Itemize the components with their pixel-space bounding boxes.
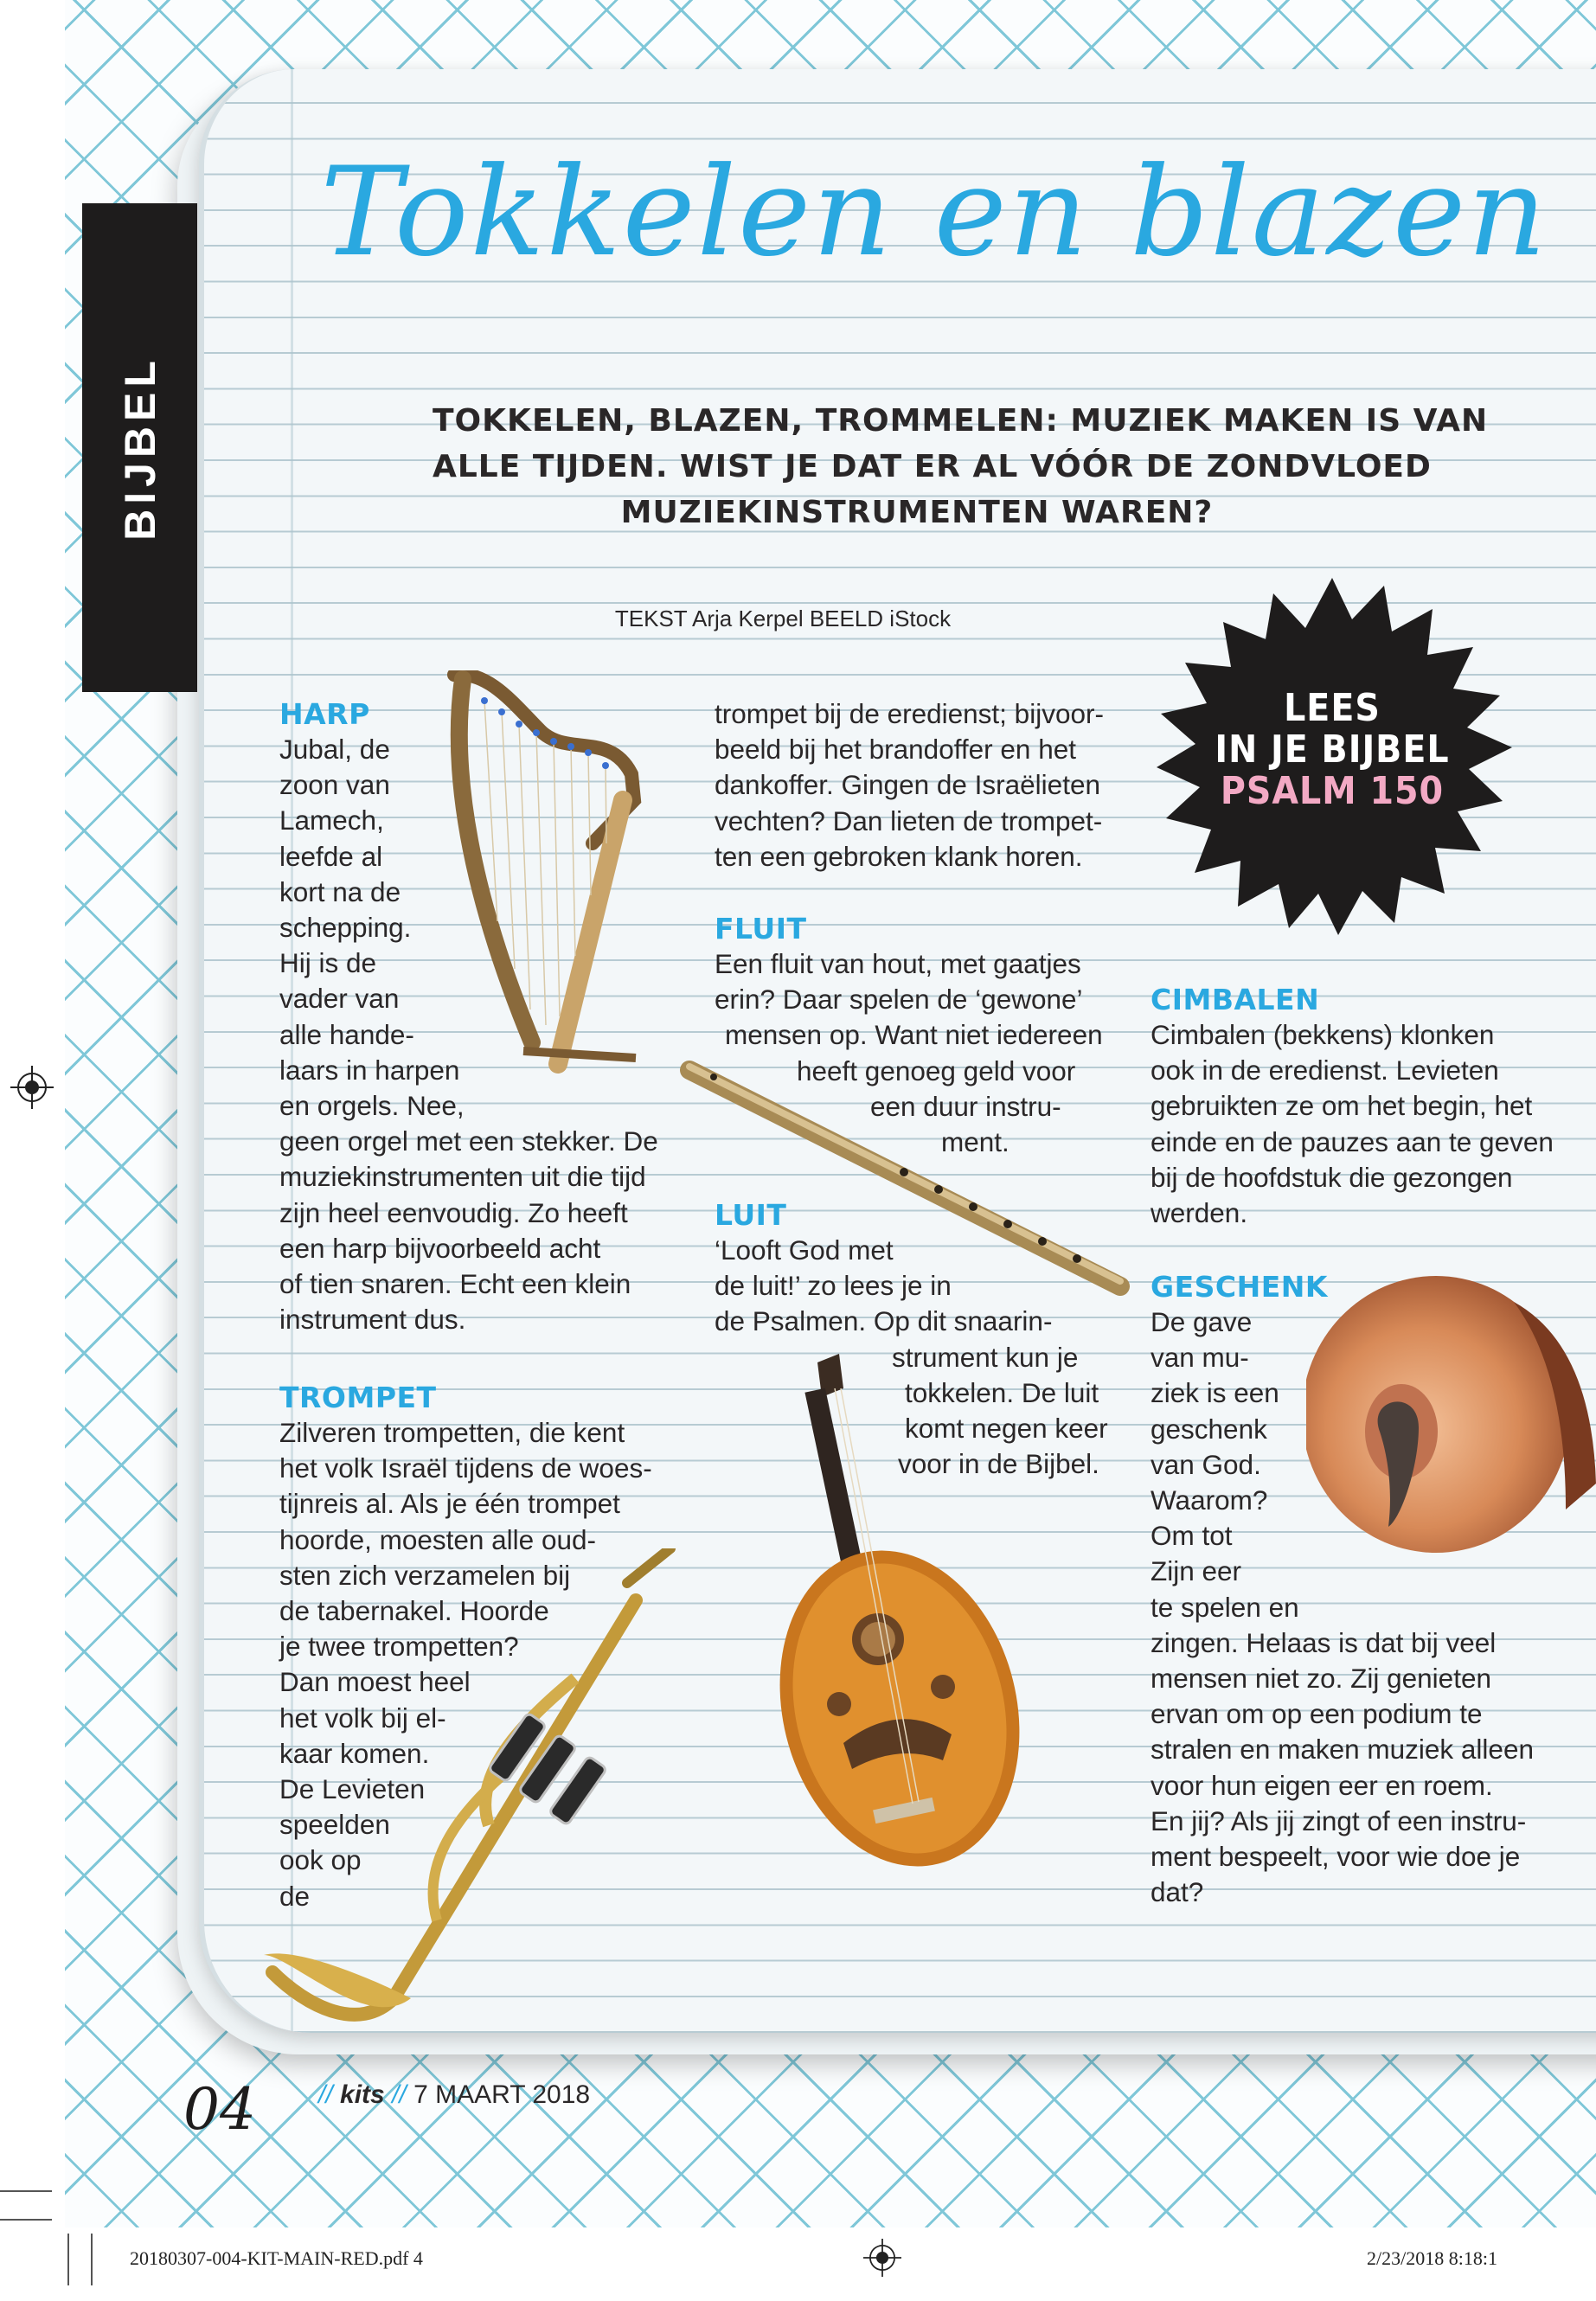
text-line: kaar komen. bbox=[279, 1737, 430, 1769]
text-line: het volk bij el- bbox=[279, 1702, 446, 1734]
cymbal-illustration bbox=[1306, 1267, 1596, 1596]
text-line: speelden bbox=[279, 1809, 390, 1841]
text-line: werden. bbox=[1151, 1197, 1248, 1229]
text-line: ziek is een bbox=[1151, 1377, 1279, 1409]
text-line: te spelen en bbox=[1151, 1591, 1299, 1623]
text-line: sten zich verzamelen bij bbox=[279, 1559, 571, 1591]
magazine-name: kits bbox=[340, 2080, 385, 2109]
text-line: geschenk bbox=[1151, 1413, 1267, 1445]
crop-mark bbox=[0, 2219, 52, 2221]
section-label: BIJBEL bbox=[115, 355, 164, 541]
text-line: laars in harpen bbox=[279, 1054, 460, 1086]
intro-line: MUZIEKINSTRUMENTEN WAREN? bbox=[620, 495, 1214, 530]
text-line: einde en de pauzes aan te geven bbox=[1151, 1125, 1554, 1157]
text-line: vader van bbox=[279, 983, 400, 1015]
text-line: hoorde, moesten alle oud- bbox=[279, 1523, 596, 1555]
text-line: je twee trompetten? bbox=[279, 1631, 519, 1663]
text-line: De Levieten bbox=[279, 1773, 426, 1805]
text-line: En jij? Als jij zingt of een instru- bbox=[1151, 1804, 1527, 1836]
callout-line: IN JE BIJBEL bbox=[1215, 727, 1450, 772]
text-line: gebruikten ze om het begin, het bbox=[1151, 1090, 1533, 1122]
print-slug-filename: 20180307-004-KIT-MAIN-RED.pdf 4 bbox=[130, 2247, 423, 2269]
intro-line: TOKKELEN, BLAZEN, TROMMELEN: MUZIEK MAKEN IS VAN bbox=[433, 403, 1489, 439]
registration-mark-icon bbox=[863, 2239, 901, 2277]
text-line: Cimbalen (bekkens) klonken bbox=[1151, 1019, 1495, 1050]
text-line: ment. bbox=[941, 1126, 1010, 1158]
text-line: het volk Israël tijdens de woes- bbox=[279, 1452, 652, 1484]
text-line: trompet bij de eredienst; bijvoor- bbox=[715, 698, 1104, 729]
separator: // bbox=[392, 2080, 407, 2109]
text-line: Jubal, de bbox=[279, 734, 390, 765]
text-line: leefde al bbox=[279, 840, 383, 872]
text-line: stralen en maken muziek alleen bbox=[1151, 1734, 1534, 1766]
text-line: De gave bbox=[1151, 1306, 1253, 1337]
text-line: dankoffer. Gingen de Israëlieten bbox=[715, 769, 1100, 801]
heading-luit: LUIT bbox=[715, 1198, 787, 1232]
text-line: ook op bbox=[279, 1844, 362, 1876]
text-line: de Psalmen. Op dit snaarin- bbox=[715, 1305, 1053, 1337]
flute-illustration bbox=[679, 1060, 1133, 1302]
text-line: bij de hoofdstuk die gezongen bbox=[1151, 1161, 1513, 1193]
page-number: 04 bbox=[183, 2076, 256, 2143]
text-line: ook in de eredienst. Levieten bbox=[1151, 1054, 1499, 1086]
text-line: en orgels. Nee, bbox=[279, 1090, 465, 1122]
text-line: Dan moest heel bbox=[279, 1666, 471, 1698]
trumpet-illustration bbox=[264, 1548, 679, 2041]
text-line: Om tot bbox=[1151, 1520, 1233, 1552]
heading-harp: HARP bbox=[279, 697, 370, 731]
harp-illustration bbox=[437, 670, 644, 1077]
article-cimbalen bbox=[1151, 982, 1566, 1231]
text-line: alle hande- bbox=[279, 1018, 414, 1050]
text-line: Lamech, bbox=[279, 804, 384, 836]
heading-geschenk: GESCHENK bbox=[1151, 1270, 1328, 1304]
text-line: van God. bbox=[1151, 1448, 1261, 1480]
text-line: de bbox=[279, 1880, 311, 1912]
lute-illustration bbox=[770, 1354, 1021, 1873]
text-line: zoon van bbox=[279, 769, 390, 801]
heading-trompet: TROMPET bbox=[279, 1381, 437, 1414]
text-line: Zilveren trompetten, die kent bbox=[279, 1417, 625, 1448]
text-line: zijn heel eenvoudig. Zo heeft bbox=[279, 1196, 628, 1228]
text-line: ervan om op een podium te bbox=[1151, 1698, 1483, 1730]
crop-mark bbox=[0, 2190, 52, 2192]
page-title: Tokkelen en blazen bbox=[320, 141, 1548, 284]
text-line: erin? Daar spelen de ‘gewone’ bbox=[715, 984, 1083, 1016]
text-line: mensen niet zo. Zij genieten bbox=[1151, 1663, 1491, 1695]
text-line: beeld bij het brandoffer en het bbox=[715, 734, 1076, 766]
text-line: komt negen keer bbox=[905, 1413, 1108, 1445]
text-line: van mu- bbox=[1151, 1342, 1249, 1374]
callout-reference: PSALM 150 bbox=[1220, 769, 1445, 813]
text-line: ment bespeelt, voor wie doe je bbox=[1151, 1841, 1521, 1873]
text-line: zingen. Helaas is dat bij veel bbox=[1151, 1626, 1497, 1658]
intro-text bbox=[433, 398, 1489, 535]
intro-line: ALLE TIJDEN. WIST JE DAT ER AL VÓÓR DE ZONDVLOED bbox=[433, 449, 1432, 484]
print-slug-timestamp: 2/23/2018 8:18:1 bbox=[1367, 2247, 1497, 2269]
text-line: Waarom? bbox=[1151, 1484, 1268, 1516]
callout-line: LEES bbox=[1284, 686, 1381, 730]
issue-date: 7 MAART 2018 bbox=[413, 2080, 591, 2109]
text-line: muziekinstrumenten uit die tijd bbox=[279, 1161, 646, 1193]
text-line: tokkelen. De luit bbox=[905, 1376, 1099, 1408]
crop-mark bbox=[91, 2234, 93, 2285]
crop-mark bbox=[67, 2234, 69, 2285]
separator: // bbox=[318, 2080, 333, 2109]
heading-fluit: FLUIT bbox=[715, 912, 807, 945]
heading-cimbalen: CIMBALEN bbox=[1151, 983, 1320, 1016]
text-line: een harp bijvoorbeeld acht bbox=[279, 1232, 601, 1264]
text-line: instrument dus. bbox=[279, 1304, 466, 1336]
article-trompet-continued bbox=[715, 696, 1130, 875]
section-tab bbox=[82, 203, 197, 692]
text-line: Zijn eer bbox=[1151, 1555, 1242, 1587]
registration-mark-icon bbox=[10, 1066, 54, 1109]
text-line: tijnreis al. Als je één trompet bbox=[279, 1488, 620, 1520]
credits: TEKST Arja Kerpel BEELD iStock bbox=[614, 606, 952, 631]
text-line: de tabernakel. Hoorde bbox=[279, 1595, 549, 1627]
text-line: de luit!’ zo lees je in bbox=[715, 1270, 952, 1302]
text-line: schepping. bbox=[279, 912, 412, 944]
text-line: ‘Looft God met bbox=[715, 1234, 894, 1266]
text-line: strument kun je bbox=[892, 1341, 1079, 1373]
text-line: Een fluit van hout, met gaatjes bbox=[715, 948, 1081, 979]
footer bbox=[318, 2080, 590, 2110]
text-line: een duur instru- bbox=[870, 1090, 1061, 1122]
text-line: dat? bbox=[1151, 1876, 1204, 1908]
callout-text bbox=[1151, 688, 1514, 812]
text-line: vechten? Dan lieten de trompet- bbox=[715, 804, 1103, 836]
text-line: of tien snaren. Echt een klein bbox=[279, 1268, 631, 1300]
text-line: mensen op. Want niet iedereen bbox=[725, 1019, 1103, 1051]
text-line: heeft genoeg geld voor bbox=[797, 1054, 1076, 1086]
text-line: voor hun eigen eer en roem. bbox=[1151, 1769, 1493, 1801]
text-line: ten een gebroken klank horen. bbox=[715, 840, 1083, 872]
text-line: voor in de Bijbel. bbox=[898, 1448, 1099, 1480]
text-line: kort na de bbox=[279, 875, 401, 907]
text-line: geen orgel met een stekker. De bbox=[279, 1125, 658, 1157]
text-line: Hij is de bbox=[279, 947, 377, 979]
